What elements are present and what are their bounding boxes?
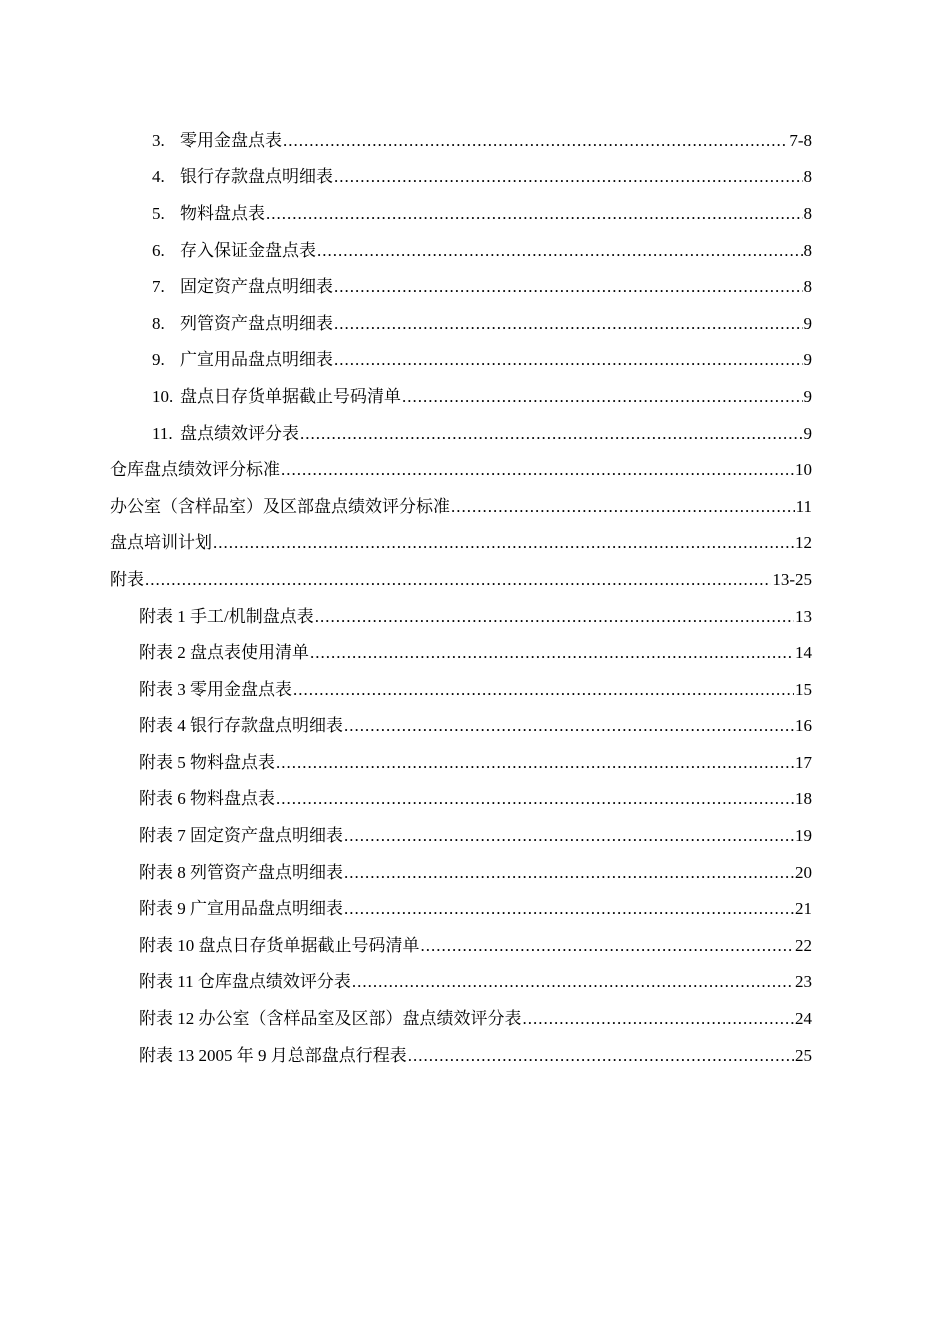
toc-leader-dots: [344, 716, 794, 736]
toc-entry-number: 7.: [152, 277, 165, 297]
toc-entry-page: 13: [795, 606, 812, 626]
toc-entry[interactable]: [0, 303, 950, 340]
toc-entry-number: 10.: [152, 386, 174, 406]
toc-entry-page: 11: [795, 496, 812, 516]
toc-entry[interactable]: [0, 266, 950, 303]
toc-entry-page: 25: [795, 1045, 812, 1065]
toc-entry[interactable]: [0, 596, 950, 633]
toc-entry[interactable]: [0, 157, 950, 194]
toc-entry-page: 8: [803, 240, 812, 260]
toc-entry[interactable]: [0, 376, 950, 413]
toc-entry-page: 13-25: [772, 569, 812, 589]
toc-entry-page: 15: [795, 679, 812, 699]
toc-entry[interactable]: [0, 669, 950, 706]
toc-entry-title: 附表 10 盘点日存货单据截止号码清单: [139, 935, 420, 955]
toc-entry-page: 9: [803, 313, 812, 333]
toc-entry-page: 17: [795, 752, 812, 772]
table-of-contents: [0, 120, 950, 1071]
toc-leader-dots: [283, 131, 788, 151]
toc-leader-dots: [334, 167, 803, 187]
toc-leader-dots: [334, 350, 803, 370]
toc-entry[interactable]: [0, 523, 950, 560]
toc-entry-number: 9.: [152, 350, 165, 370]
toc-entry-title: 存入保证金盘点表: [180, 240, 316, 260]
toc-entry-title: 附表 5 物料盘点表: [139, 752, 275, 772]
toc-entry-title: 办公室（含样品室）及区部盘点绩效评分标准: [110, 496, 450, 516]
toc-entry-title: 银行存款盘点明细表: [180, 167, 333, 187]
toc-leader-dots: [523, 1009, 795, 1029]
toc-entry-title: 物料盘点表: [180, 203, 265, 223]
toc-entry[interactable]: [0, 742, 950, 779]
toc-entry-title: 附表 9 广宣用品盘点明细表: [139, 899, 343, 919]
toc-entry-page: 20: [795, 862, 812, 882]
toc-entry-number: 11.: [152, 423, 173, 443]
toc-entry[interactable]: [0, 340, 950, 377]
toc-entry-page: 10: [795, 460, 812, 480]
toc-entry-page: 12: [795, 533, 812, 553]
toc-entry-page: 9: [803, 386, 812, 406]
toc-entry-title: 附表 13 2005 年 9 月总部盘点行程表: [139, 1045, 407, 1065]
toc-entry[interactable]: [0, 449, 950, 486]
toc-entry-title: 盘点培训计划: [110, 533, 212, 553]
toc-entry-page: 22: [795, 935, 812, 955]
toc-entry-page: 21: [795, 899, 812, 919]
toc-entry-title: 零用金盘点表: [180, 130, 282, 150]
toc-entry-page: 19: [795, 826, 812, 846]
toc-entry[interactable]: [0, 779, 950, 816]
toc-entry-title: 盘点绩效评分表: [180, 423, 299, 443]
toc-entry-number: 5.: [152, 203, 165, 223]
toc-leader-dots: [281, 460, 794, 480]
toc-leader-dots: [276, 753, 794, 773]
toc-entry-title: 列管资产盘点明细表: [180, 313, 333, 333]
toc-leader-dots: [334, 314, 803, 334]
toc-entry-title: 附表 12 办公室（含样品室及区部）盘点绩效评分表: [139, 1009, 522, 1029]
toc-entry[interactable]: [0, 120, 950, 157]
toc-entry-title: 盘点日存货单据截止号码清单: [180, 386, 401, 406]
toc-entry-title: 附表 6 物料盘点表: [139, 789, 275, 809]
toc-entry[interactable]: [0, 559, 950, 596]
toc-entry-number: 4.: [152, 167, 165, 187]
toc-entry-page: 9: [803, 350, 812, 370]
toc-entry-title: 仓库盘点绩效评分标准: [110, 460, 280, 480]
toc-entry-page: 8: [803, 203, 812, 223]
toc-leader-dots: [344, 826, 794, 846]
toc-leader-dots: [344, 863, 794, 883]
toc-leader-dots: [293, 680, 794, 700]
toc-entry-page: 16: [795, 716, 812, 736]
toc-entry-page: 8: [803, 167, 812, 187]
toc-entry[interactable]: [0, 706, 950, 743]
toc-entry-title: 广宣用品盘点明细表: [180, 350, 333, 370]
toc-entry[interactable]: [0, 925, 950, 962]
toc-entry[interactable]: [0, 852, 950, 889]
toc-entry[interactable]: [0, 888, 950, 925]
toc-entry-title: 附表 8 列管资产盘点明细表: [139, 862, 343, 882]
toc-leader-dots: [315, 607, 794, 627]
toc-entry-title: 附表 4 银行存款盘点明细表: [139, 716, 343, 736]
toc-leader-dots: [408, 1046, 794, 1066]
toc-leader-dots: [344, 899, 794, 919]
toc-leader-dots: [402, 387, 803, 407]
toc-leader-dots: [213, 533, 794, 553]
toc-entry-page: 18: [795, 789, 812, 809]
toc-entry[interactable]: [0, 413, 950, 450]
toc-entry-page: 7-8: [789, 130, 812, 150]
toc-leader-dots: [266, 204, 803, 224]
toc-entry[interactable]: [0, 193, 950, 230]
toc-entry[interactable]: [0, 998, 950, 1035]
toc-leader-dots: [145, 570, 771, 590]
toc-entry-number: 3.: [152, 130, 165, 150]
toc-entry-page: 8: [803, 277, 812, 297]
toc-entry-page: 9: [803, 423, 812, 443]
toc-entry-page: 24: [795, 1009, 812, 1029]
toc-entry[interactable]: [0, 1035, 950, 1072]
toc-entry-title: 附表 1 手工/机制盘点表: [139, 606, 314, 626]
toc-entry-title: 固定资产盘点明细表: [180, 277, 333, 297]
toc-leader-dots: [352, 972, 794, 992]
toc-leader-dots: [317, 241, 803, 261]
toc-entry-title: 附表 3 零用金盘点表: [139, 679, 292, 699]
toc-entry[interactable]: [0, 230, 950, 267]
toc-entry[interactable]: [0, 486, 950, 523]
toc-leader-dots: [334, 277, 803, 297]
toc-entry[interactable]: [0, 962, 950, 999]
toc-entry-title: 附表 11 仓库盘点绩效评分表: [139, 972, 351, 992]
toc-entry-number: 8.: [152, 313, 165, 333]
toc-entry-page: 14: [795, 643, 812, 663]
toc-leader-dots: [310, 643, 794, 663]
toc-entry[interactable]: [0, 815, 950, 852]
toc-entry-title: 附表: [110, 569, 144, 589]
toc-entry-title: 附表 2 盘点表使用清单: [139, 643, 309, 663]
toc-leader-dots: [300, 424, 803, 444]
toc-leader-dots: [276, 789, 794, 809]
toc-leader-dots: [421, 936, 795, 956]
toc-entry[interactable]: [0, 632, 950, 669]
toc-entry-number: 6.: [152, 240, 165, 260]
toc-entry-page: 23: [795, 972, 812, 992]
toc-leader-dots: [451, 497, 795, 517]
toc-entry-title: 附表 7 固定资产盘点明细表: [139, 826, 343, 846]
